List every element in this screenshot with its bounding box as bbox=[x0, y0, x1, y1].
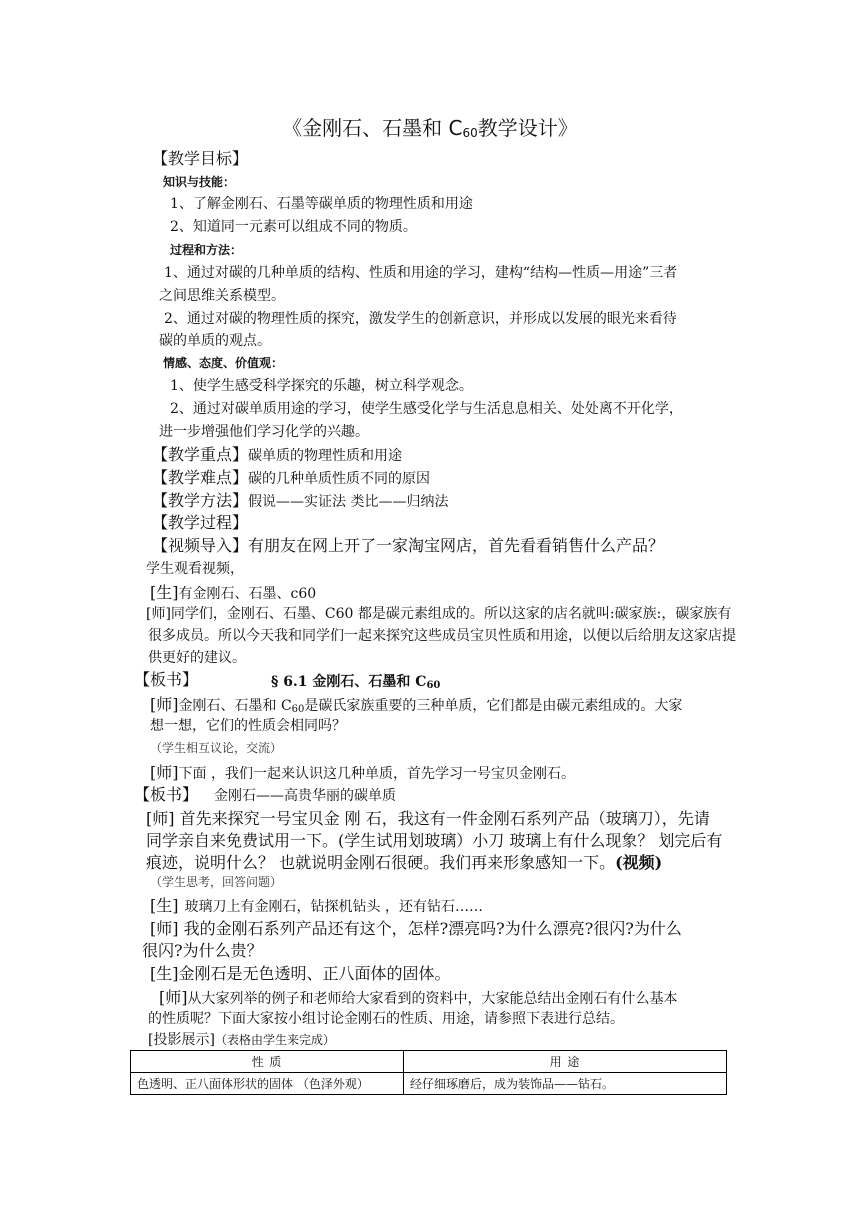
emotion-item-2-line-2: 进一步增强他们学习化学的兴趣。 bbox=[159, 424, 369, 440]
process-item-2-line-1: 2、通过对碳的物理性质的探究，激发学生的创新意识，并形成以发展的眼光来看待 bbox=[164, 311, 677, 327]
student-1-label: [生] bbox=[150, 583, 179, 602]
student-answer-2: [生] 玻璃刀上有金刚石，钻探机钻头 ，还有钻石…… bbox=[150, 896, 483, 915]
process-item-2-line-2: 碳的单质的观点。 bbox=[159, 333, 271, 349]
student-1-text: 有金刚石、石墨、c60 bbox=[178, 586, 317, 602]
table-cell-property: 色透明、正八面体形状的固体 （色泽外观） bbox=[131, 1073, 404, 1095]
student-answer-1 bbox=[150, 582, 316, 604]
teacher-6-line-1: [师]从大家列举的例子和老师给大家看到的资料中，大家能总结出金刚石有什么基本 bbox=[159, 988, 678, 1007]
board-2: 【板书】 金刚石——高贵华丽的碳单质 bbox=[134, 785, 397, 804]
teaching-process-heading: 【教学过程】 bbox=[152, 513, 249, 532]
board-1-text: § 6.1 金刚石、石墨和 $C_{60}$ bbox=[271, 674, 441, 691]
knowledge-item-2: 2、知道同一元素可以组成不同的物质。 bbox=[170, 219, 417, 235]
process-item-1-line-1: 1、通过对碳的几种单质的结构、性质和用途的学习，建构“结构—性质—用途”三者 bbox=[164, 265, 678, 281]
board-1-label: 【板书】 bbox=[134, 670, 199, 689]
method-text: 假说——实证法 类比——归纳法 bbox=[248, 494, 449, 510]
process-item-1-line-2: 之间思维关系模型。 bbox=[159, 288, 285, 304]
table-row bbox=[131, 1073, 727, 1095]
think-note: （学生思考，回答问题） bbox=[150, 875, 283, 889]
focus-label: 【教学重点】 bbox=[152, 445, 249, 464]
process-method-heading: 过程和方法： bbox=[170, 243, 243, 257]
watch-video-line: 学生观看视频， bbox=[146, 561, 244, 577]
knowledge-heading: 知识与技能： bbox=[163, 175, 236, 189]
document-title: 《金刚石、石墨和 $C_{60}$教学设计》 bbox=[282, 116, 578, 140]
teacher-2-line-1: [师]金刚石、石墨和 $C_{60}$是碳氏家族重要的三种单质，它们都是由碳元素组成的。大家 bbox=[150, 695, 683, 715]
teaching-focus bbox=[152, 444, 402, 466]
teacher-6-line-2: 的性质呢？下面大家按小组讨论金刚石的性质、用途，请参照下表进行总结。 bbox=[148, 1011, 624, 1027]
video-label: 【视频导入】 bbox=[152, 536, 249, 555]
student-answer-3: [生]金刚石是无色透明、正八面体的固体。 bbox=[150, 964, 451, 983]
teacher-1-line-2: 很多成员。所以今天我和同学们一起来探究这些成员宝贝性质和用途，以便以后给朋友这家店提 bbox=[148, 628, 736, 644]
property-use-table bbox=[130, 1050, 727, 1095]
difficulty-label: 【教学难点】 bbox=[152, 468, 249, 487]
teacher-4-line-3: 痕迹，说明什么？ 也就说明金刚石很硬。我们再来形象感知一下。(视频) bbox=[146, 853, 663, 872]
teacher-5-line-1: [师] 我的金刚石系列产品还有这个，怎样?漂亮吗?为什么漂亮?很闪?为什么 bbox=[150, 919, 682, 938]
video-text: 有朋友在网上开了一家淘宝网店，首先看看销售什么产品？ bbox=[248, 536, 665, 555]
knowledge-item-1: 1、了解金刚石、石墨等碳单质的物理性质和用途 bbox=[170, 196, 473, 212]
emotion-heading: 情感、态度、价值观： bbox=[163, 356, 284, 370]
video-intro bbox=[152, 535, 664, 557]
table-header-property: 性 质 bbox=[131, 1051, 404, 1073]
teacher-1-line-3: 供更好的建议。 bbox=[148, 650, 246, 666]
emotion-item-2-line-1: 2、通过对碳单质用途的学习，使学生感受化学与生活息息相关、处处离不开化学， bbox=[170, 401, 683, 417]
teacher-4-line-1: [师] 首先来探究一号宝贝金 刚 石，我这有一件金刚石系列产品（玻璃刀），先请 bbox=[146, 809, 710, 828]
teacher-5-line-2: 很闪?为什么贵？ bbox=[142, 941, 263, 960]
objectives-heading: 【教学目标】 bbox=[152, 149, 249, 168]
teacher-4-line-2: 同学亲自来免费试用一下。(学生试用划玻璃）小刀 玻璃上有什么现象？ 划完后有 bbox=[146, 831, 723, 850]
table-cell-use: 经仔细琢磨后，成为装饰品——钻石。 bbox=[404, 1073, 727, 1095]
teacher-1-line-1: [师]同学们，金刚石、石墨、C60 都是碳元素组成的。所以这家的店名就叫:碳家族:，碳家族有 bbox=[146, 606, 732, 622]
table-header-use: 用 途 bbox=[404, 1051, 727, 1073]
method-label: 【教学方法】 bbox=[152, 491, 249, 510]
table-header-row bbox=[131, 1051, 727, 1073]
teaching-method bbox=[152, 490, 448, 512]
discuss-note: （学生相互议论，交流） bbox=[150, 741, 283, 755]
projection-line: [投影展示]（表格由学生来完成） bbox=[148, 1032, 335, 1048]
difficulty-text: 碳的几种单质性质不同的原因 bbox=[248, 471, 431, 487]
teacher-3: [师]下面 ，我们一起来认识这几种单质，首先学习一号宝贝金刚石。 bbox=[150, 763, 575, 782]
teacher-2-line-2: 想一想，它们的性质会相同吗？ bbox=[150, 718, 346, 734]
emotion-item-1: 1、使学生感受科学探究的乐趣，树立科学观念。 bbox=[170, 378, 473, 394]
focus-text: 碳单质的物理性质和用途 bbox=[248, 448, 403, 464]
teaching-difficulty bbox=[152, 467, 430, 489]
